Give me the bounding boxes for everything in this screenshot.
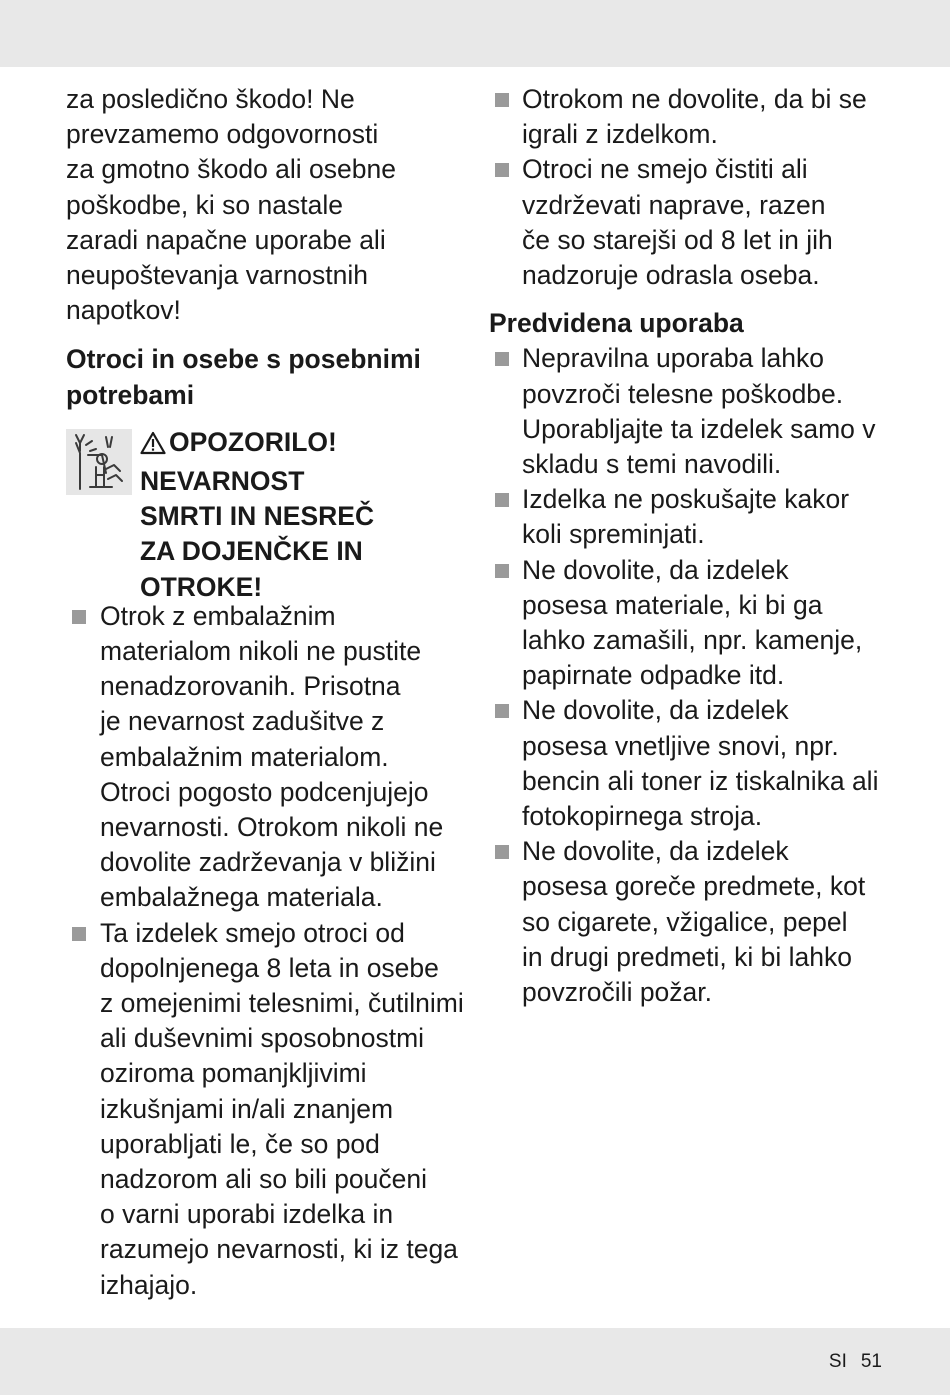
text-line: poškodbe, ki so nastale [66,189,343,220]
warning-line: OTROKE! [140,571,263,602]
bullet-square-icon [72,610,86,624]
bullet-square-icon [495,163,509,177]
bullet-square-icon [72,927,86,941]
text-line: Izdelka ne poskušajte kakor [522,484,850,515]
text-line: Otroci pogosto podcenjujejo [100,776,429,807]
warning-line: NEVARNOST [140,466,305,497]
warning-title: OPOZORILO! [169,426,337,457]
text-line: posesa materiale, ki bi ga [522,589,823,620]
text-line: Otroci ne smejo čistiti ali [522,154,808,185]
list-item [489,693,889,834]
text-line: Otrok z embalažnim [100,600,336,631]
list-item [66,599,466,916]
bullet-square-icon [495,564,509,578]
warning-line [140,425,374,464]
text-line: embalažnim materialom. [100,741,389,772]
text-line: igrali z izdelkom. [522,119,718,150]
text-line: napotkov! [66,295,181,326]
warning-line: SMRTI IN NESREČ [140,501,375,532]
text-line: dopolnjenega 8 leta in osebe [100,952,439,983]
text-line: embalažnega materiala. [100,882,383,913]
intended-use-bullet-list [489,341,889,1010]
warning-triangle-icon [140,429,166,464]
text-line: za gmotno škodo ali osebne [66,154,396,185]
text-line: za posledično škodo! Ne [66,84,355,114]
text-line: dovolite zadrževanja v bližini [100,847,436,878]
list-item [66,916,466,1303]
bullet-square-icon [495,352,509,366]
text-line: Nepravilna uporaba lahko [522,343,825,374]
list-item [489,553,889,694]
text-line: povzroči telesne poškodbe. [522,378,844,409]
text-line: lahko zamašili, npr. kamenje, [522,625,863,656]
text-line: uporabljati le, če so pod [100,1128,380,1159]
bullet-square-icon [495,93,509,107]
header-band [0,0,950,67]
left-column [66,82,466,1303]
text-line: prevzamemo odgovornosti [66,119,379,150]
text-line: izhajajo. [100,1269,198,1300]
heading-line: Otroci in osebe s posebnimi [66,344,421,375]
page-footer [829,1351,882,1373]
list-item [489,152,889,293]
text-line: nadzoruje odrasla oseba. [522,260,820,291]
text-line: nadzorom ali so bili poučeni [100,1164,428,1195]
text-line: papirnate odpadke itd. [522,660,785,691]
text-line: Uporabljajte ta izdelek samo v [522,413,876,444]
text-line: posesa goreče predmete, kot [522,871,866,902]
text-line: so cigarete, vžigalice, pepel [522,906,848,937]
text-line: vzdrževati naprave, razen [522,189,826,220]
heading-line: potrebami [66,379,195,410]
bullet-square-icon [495,845,509,859]
language-code: SI [828,1351,847,1372]
text-line: povzročili požar. [522,977,713,1008]
text-line: Ta izdelek smejo otroci od [100,917,405,948]
children-bullet-list-continued [489,82,889,293]
text-line: koli spreminjati. [522,519,705,550]
text-line: neupoštevanja varnostnih [66,260,369,291]
warning-text [140,425,374,605]
text-line: z omejenimi telesnimi, čutilnimi [100,988,464,1019]
right-column [489,82,889,1010]
text-line: bencin ali toner iz tiskalnika ali [522,765,879,796]
text-line: nevarnosti. Otrokom nikoli ne [100,812,444,843]
text-line: razumejo nevarnosti, ki iz tega [100,1234,458,1265]
text-line: posesa vnetljive snovi, npr. [522,730,839,761]
warning-block [66,425,466,602]
warning-line: ZA DOJENČKE IN [140,536,363,567]
text-line: in drugi predmeti, ki bi lahko [522,941,852,972]
text-line: Otrokom ne dovolite, da bi se [522,84,867,114]
list-item [489,482,889,552]
text-line: materialom nikoli ne pustite [100,636,422,667]
text-line: zaradi napačne uporabe ali [66,224,386,255]
text-line: Ne dovolite, da izdelek [522,695,789,726]
text-line: skladu s temi navodili. [522,449,782,480]
text-line: fotokopirnega stroja. [522,801,763,832]
text-line: Ne dovolite, da izdelek [522,554,789,585]
list-item [489,834,889,1010]
text-line: če so starejši od 8 let in jih [522,224,833,255]
section-heading-children [66,342,466,412]
text-line: Ne dovolite, da izdelek [522,836,789,867]
child-hazard-icon [66,429,132,495]
list-item [489,341,889,482]
page-number: 51 [860,1351,882,1372]
text-line: oziroma pomanjkljivimi [100,1058,367,1089]
text-line: ali duševnimi sposobnostmi [100,1023,425,1054]
text-line: o varni uporabi izdelka in [100,1199,394,1230]
footer-band [0,1328,950,1395]
text-line: je nevarnost zadušitve z [100,706,385,737]
list-item [489,82,889,152]
intro-paragraph [66,82,466,328]
text-line: izkušnjami in/ali znanjem [100,1093,394,1124]
section-heading-intended-use: Predvidena uporaba [489,308,744,339]
bullet-square-icon [495,704,509,718]
bullet-square-icon [495,493,509,507]
children-bullet-list [66,599,466,1303]
text-line: nenadzorovanih. Prisotna [100,671,401,702]
